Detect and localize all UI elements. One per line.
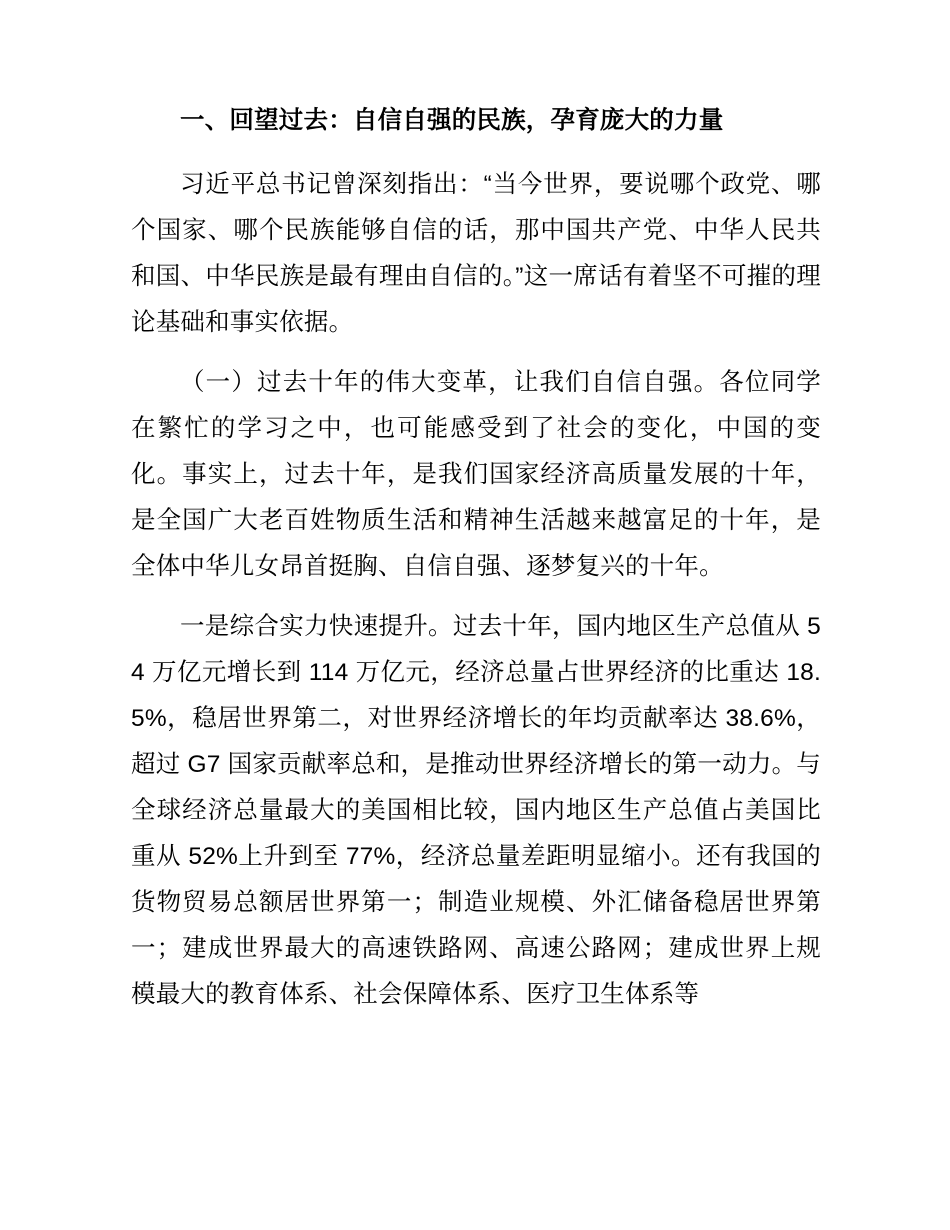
document-body bbox=[131, 98, 821, 1018]
section-heading: 一、回望过去：自信自强的民族，孕育庞大的力量 bbox=[180, 107, 724, 134]
body-paragraph: 一是综合实力快速提升。过去十年，国内地区生产总值从 54 万亿元增长到 114 万亿元，经济总量占世界经济的比重达 18.5%，稳居世界第二，对世界经济增长的年均贡献率达 38.6%，超过 G7 国家贡献率总和，是推动世界经济增长的第一动力。与全球经济总量最大的美国相比较，国内地区生产总值占美国比重从 52%上升到至 77%，经济总量差距明显缩小。还有我国的货物贸易总额居世界第一；制造业规模、外汇储备稳居世界第一；建成世界最大的高速铁路网、高速公路网；建成世界上规模最大的教育体系、社会保障体系、医疗卫生体系等 bbox=[131, 613, 821, 1008]
body-paragraph: 习近平总书记曾深刻指出：“当今世界，要说哪个政党、哪个国家、哪个民族能够自信的话，那中国共产党、中华人民共和国、中华民族是最有理由自信的。”这一席话有着坚不可摧的理论基础和事实依据。 bbox=[131, 171, 821, 336]
body-paragraph: （一）过去十年的伟大变革，让我们自信自强。各位同学在繁忙的学习之中，也可能感受到了社会的变化，中国的变化。事实上，过去十年，是我们国家经济高质量发展的十年，是全国广大老百姓物质生活和精神生活越来越富足的十年，是全体中华儿女昂首挺胸、自信自强、逐梦复兴的十年。 bbox=[131, 369, 821, 580]
